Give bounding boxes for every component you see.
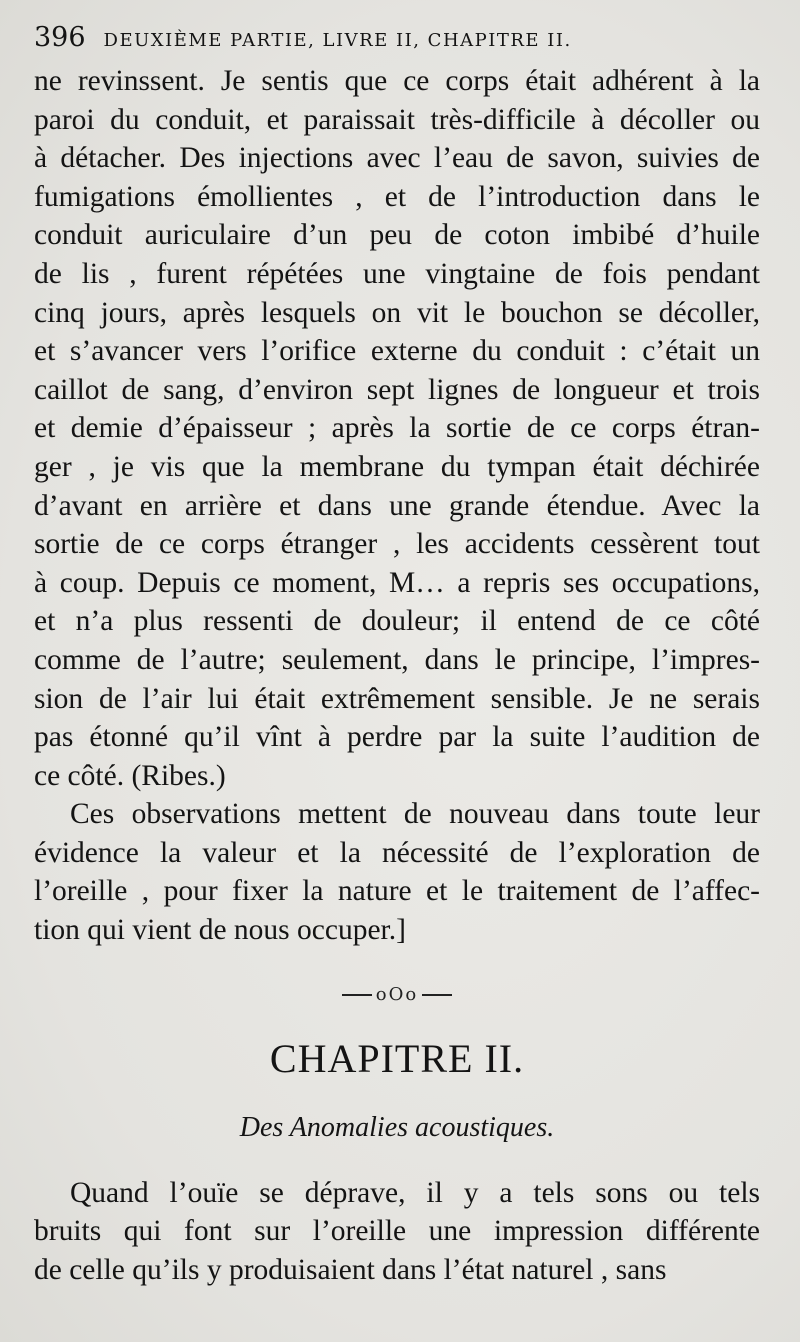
text-line: d’avant en arrière et dans une grande étendue. Avec la [34, 489, 760, 522]
page-number: 396 [34, 22, 86, 53]
ornament-rule-left [342, 994, 372, 996]
text-line: bruits qui font sur l’oreille une impression différente [34, 1215, 760, 1248]
text-line: tion qui vient de nous occuper.] [34, 914, 406, 947]
text-line: pas étonné qu’il vînt à perdre par la suite l’audition de [34, 721, 760, 754]
text-line: et n’a plus ressenti de douleur; il entend de ce côté [34, 605, 760, 638]
text-line: l’oreille , pour fixer la nature et le traitement de l’affec- [34, 875, 760, 908]
text-line: ger , je vis que la membrane du tympan était déchirée [34, 450, 760, 483]
text-line: ce côté. (Ribes.) [34, 759, 226, 792]
text-line: de lis , furent répétées une vingtaine de fois pendant [34, 257, 760, 290]
ornament-glyph: oOo [375, 983, 419, 1005]
text-line: sion de l’air lui était extrêmement sensible. Je ne serais [34, 682, 760, 715]
ornament-rule-right [422, 994, 452, 996]
paragraph-observation [34, 62, 760, 795]
text-line: conduit auriculaire d’un peu de coton imbibé d’huile [34, 219, 760, 252]
text-line: à coup. Depuis ce moment, M… a repris ses occupations, [34, 566, 760, 599]
text-line: et s’avancer vers l’orifice externe du conduit : c’était un [34, 335, 760, 368]
text-line: Quand l’ouïe se déprave, il y a tels sons ou tels [70, 1176, 760, 1209]
text-line: de celle qu’ils y produisaient dans l’état naturel , sans [34, 1253, 667, 1286]
text-line: comme de l’autre; seulement, dans le principe, l’impres- [34, 643, 760, 676]
paragraph-conclusion [34, 795, 760, 949]
text-line: cinq jours, après lesquels on vit le bouchon se décoller, [34, 296, 760, 329]
text-line: à détacher. Des injections avec l’eau de savon, suivies de [34, 142, 760, 175]
running-title: DEUXIÈME PARTIE, LIVRE II, CHAPITRE II. [103, 30, 572, 51]
section-ornament [34, 984, 760, 1005]
running-head [34, 22, 760, 62]
text-line: paroi du conduit, et paraissait très-difficile à décoller ou [34, 103, 760, 136]
chapter-subtitle: Des Anomalies acoustiques. [239, 1111, 555, 1143]
text-line: ne revinssent. Je sentis que ce corps était adhérent à la [34, 65, 760, 97]
text-line: sortie de ce corps étranger , les accidents cessèrent tout [34, 528, 760, 561]
text-line: caillot de sang, d’environ sept lignes de longueur et trois [34, 373, 760, 406]
text-line: fumigations émollientes , et de l’introduction dans le [34, 180, 760, 213]
text-line: Ces observations mettent de nouveau dans toute leur [70, 798, 760, 831]
paragraph-chapter-opening [34, 1174, 760, 1290]
chapter-title: CHAPITRE II. [269, 1035, 525, 1081]
text-line: et demie d’épaisseur ; après la sortie de ce corps étran- [34, 412, 760, 445]
text-line: évidence la valeur et la nécessité de l’exploration de [34, 836, 760, 869]
